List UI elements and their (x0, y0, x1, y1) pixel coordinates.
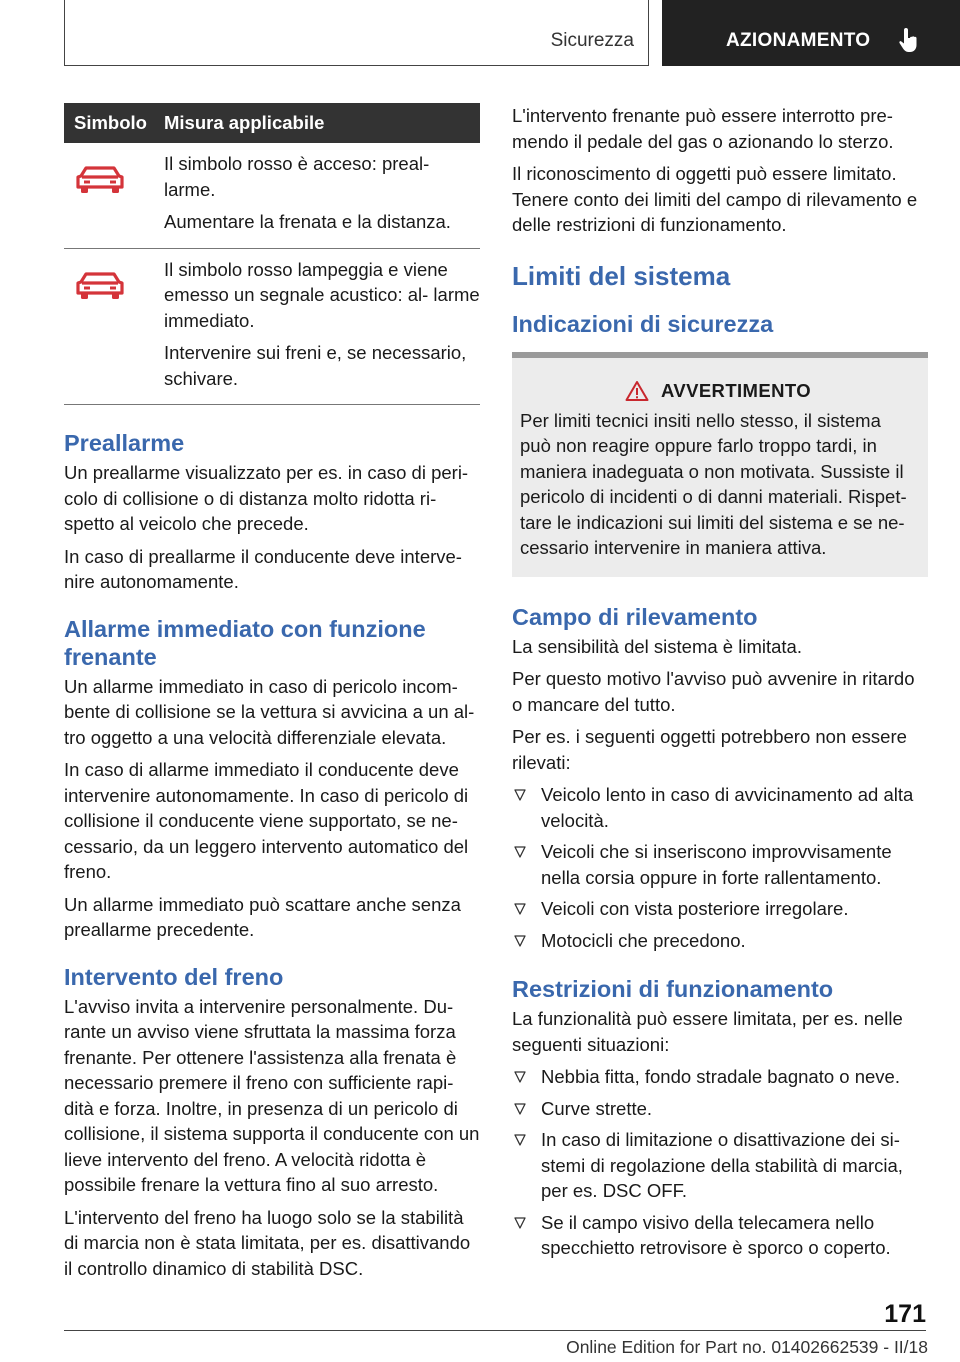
table-row (64, 143, 480, 248)
heading-preallarme: Preallarme (64, 430, 185, 456)
table-row (64, 248, 480, 405)
paragraph: Per questo motivo l'avviso può avvenire in ritardo o mancare del tutto. (512, 668, 915, 715)
list-item: Veicoli che si inseriscono improvvisamente nella corsia oppure in forte rallentamento. (512, 839, 928, 890)
detection-list (512, 782, 928, 953)
table-text: Intervenire sui freni e, se necessario, schivare. (164, 342, 467, 389)
triangle-bullet-icon (514, 1071, 526, 1083)
header-chapter-tab (662, 0, 960, 66)
list-item: Motocicli che precedono. (512, 928, 928, 954)
table-cell-symbol (64, 143, 164, 248)
heading-indicazioni-sicurezza: Indicazioni di sicurezza (512, 310, 774, 337)
table-cell-measure (164, 248, 480, 405)
triangle-bullet-icon (514, 903, 526, 915)
heading-restrizioni: Restrizioni di funzionamento (512, 976, 834, 1002)
heading-campo-rilevamento: Campo di rilevamento (512, 603, 758, 630)
list-item: Se il campo visivo della telecamera nello specchietto retrovisore è sporco o coperto. (512, 1210, 928, 1261)
right-column (512, 103, 928, 1267)
triangle-bullet-icon (514, 1134, 526, 1146)
table-text: Il simbolo rosso lampeggia e viene emesso un segnale acustico: al- larme immediato. (164, 258, 480, 331)
heading-allarme-immediato: Allarme immediato con funzione frenante (64, 615, 426, 670)
paragraph: L'avviso invita a intervenire personalmente. Du- rante un avviso viene sfruttata la massima forza frenante. Per ottenere l'assistenza alla frenata è necessario premere il freno con sufficiente rapi- dità e forza. Inoltre, in presenza di un pericolo di collisione, il sistema supporta il conducente con un lieve intervento del freno. A velocità ridotta è possibile frenare la vettura fino al suo arresto. (64, 995, 480, 1195)
car-warning-red-icon (76, 165, 124, 195)
paragraph: Il riconoscimento di oggetti può essere limitato. Tenere conto dei limiti del campo di rilevamento e delle restrizioni di funzionamento. (512, 163, 918, 235)
header-section-box (64, 0, 649, 66)
table-header-symbol: Simbolo (64, 103, 164, 143)
paragraph: In caso di preallarme il conducente deve interve- nire autonomamente. (64, 545, 462, 592)
list-item: Veicoli con vista posteriore irregolare. (512, 896, 928, 922)
left-column (64, 103, 480, 1288)
page-header (0, 0, 960, 66)
page-number: 171 (884, 1300, 926, 1328)
heading-intervento-freno: Intervento del freno (64, 963, 284, 990)
paragraph: Per es. i seguenti oggetti potrebbero non essere rilevati: (512, 726, 907, 773)
restrictions-list (512, 1064, 928, 1261)
warning-text: Per limiti tecnici insiti nello stesso, il sistema può non reagire oppure farlo troppo tardi, in maniera inadeguata o non motivata. Sussiste il pericolo di incidenti o di danni materiali. Rispet- tare le indicazioni sui limiti del sistema e se ne- cessario intervenire in maniera attiva. (520, 409, 907, 558)
warning-label: AVVERTIMENTO (660, 379, 812, 401)
triangle-bullet-icon (514, 1103, 526, 1115)
list-item: Veicolo lento in caso di avvicinamento ad alta velocità. (512, 782, 928, 833)
table-header-measure: Misura applicabile (164, 103, 480, 143)
table-text: Aumentare la frenata e la distanza. (164, 211, 451, 232)
car-warning-red-flashing-icon (76, 271, 124, 301)
table-cell-measure (164, 143, 480, 248)
triangle-bullet-icon (514, 846, 526, 858)
symbol-table (64, 103, 480, 405)
paragraph: In caso di allarme immediato il conducente deve intervenire autonomamente. In caso di pericolo di collisione il conducente viene supportato, se ne- cessario, da un leggero intervento automatico del freno. (64, 759, 469, 882)
paragraph: Un allarme immediato in caso di pericolo incom- bente di collisione se la vettura si avvicina a un al- tro oggetto a una velocità differenziale elevata. (64, 675, 475, 748)
header-section-label: Sicurezza (550, 30, 634, 51)
triangle-bullet-icon (514, 1217, 526, 1229)
list-item: Nebbia fitta, fondo stradale bagnato o neve. (512, 1064, 928, 1090)
list-item: Curve strette. (512, 1096, 928, 1122)
table-cell-symbol (64, 248, 164, 405)
triangle-bullet-icon (514, 789, 526, 801)
table-text: Il simbolo rosso è acceso: preal- larme. (164, 153, 430, 200)
footer-divider (64, 1330, 926, 1331)
paragraph: Un preallarme visualizzato per es. in caso di peri- colo di collisione o di distanza molto ridotta ri- spetto al veicolo che precede. (64, 462, 469, 534)
warning-triangle-icon (625, 380, 649, 402)
paragraph: L'intervento del freno ha luogo solo se la stabilità di marcia non è stata limitata, per es. disattivando il controllo dinamico di stabilità DSC. (64, 1206, 471, 1279)
warning-title (520, 380, 916, 402)
paragraph: Un allarme immediato può scattare anche senza preallarme precedente. (64, 893, 461, 940)
triangle-bullet-icon (514, 935, 526, 947)
heading-limiti-sistema: Limiti del sistema (512, 260, 731, 291)
paragraph: La funzionalità può essere limitata, per es. nelle seguenti situazioni: (512, 1008, 903, 1055)
list-item: In caso di limitazione o disattivazione dei si- stemi di regolazione della stabilità di marcia, per es. DSC OFF. (512, 1127, 928, 1204)
hand-pointer-icon (897, 26, 921, 54)
warning-box (512, 352, 928, 577)
paragraph: L'intervento frenante può essere interrotto pre- mendo il pedale del gas o azionando lo sterzo. (512, 105, 894, 152)
header-chapter-label: AZIONAMENTO (726, 30, 871, 51)
paragraph: La sensibilità del sistema è limitata. (512, 635, 802, 657)
footer-edition: Online Edition for Part no. 01402662539 - II/18 (566, 1337, 928, 1357)
